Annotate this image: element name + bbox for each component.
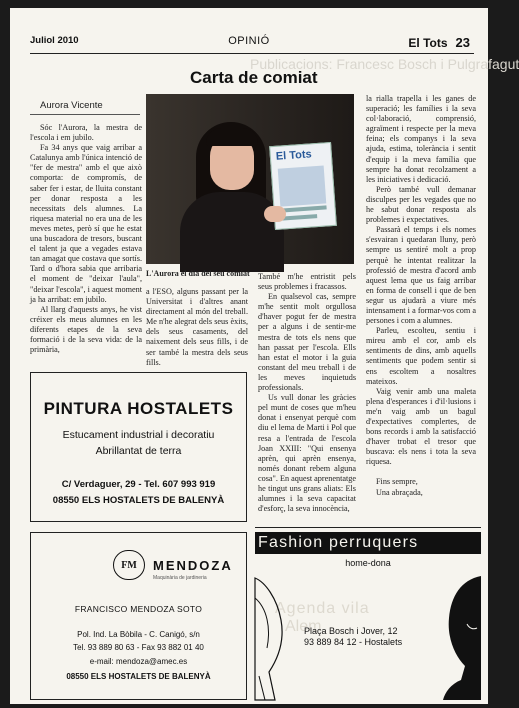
ad-town: 08550 ELS HOSTALETS DE BALENYÀ xyxy=(66,672,211,681)
ad-email: e-mail: mendoza@amec.es xyxy=(89,657,188,666)
author-rule xyxy=(30,114,140,115)
article-photo xyxy=(146,94,354,264)
paragraph: Us vull donar les gràcies pel munt de coses que m'heu donat i ensenyat perquè com diu el lema de Marti i Pol que resa a l'entrada de l'escola Joan XXIII: "Qui ensenya aprèn, qui aprèn ensenya, només donant rebem alguna cosa". En aquest aprenentatge he tingut uns grans aliats: Els alumnes i la seva capacitat d'esforç, la seva innocència, xyxy=(258,393,356,514)
ad-title: PINTURA HOSTALETS xyxy=(43,399,234,418)
ad-tagline: home-dona xyxy=(345,558,391,568)
page-number: 23 xyxy=(455,35,470,50)
paragraph: Al llarg d'aquests anys, he vist créixer els meus alumnes en les diferents etapes de la seva formació i de la seva vida: de la primària, xyxy=(30,304,142,355)
ad-address: Plaça Bosch i Jover, 12 xyxy=(304,626,398,636)
paragraph: Però també vull demanar disculpes per les vegades que no he sabut donar resposta als problemes i expectatives. xyxy=(366,184,476,225)
photo-caption: L'Aurora el dia del seu comiat xyxy=(146,269,250,278)
article-author: Aurora Vicente xyxy=(40,100,103,111)
section-name: OPINIÓ xyxy=(228,35,270,47)
ad-line: Abrillantat de terra xyxy=(95,445,182,457)
bleed-through-text: Alem xyxy=(285,618,322,635)
held-magazine-text xyxy=(281,205,327,212)
paragraph: També m'he entristit pels seus problemes i fracassos. xyxy=(258,272,356,292)
signature-line: Fins sempre, xyxy=(376,477,418,487)
issue-date: Juliol 2010 xyxy=(30,35,79,46)
magazine-page xyxy=(10,8,519,704)
ad-fashion-perruquers xyxy=(255,532,481,700)
ad-phone: 93 889 84 12 - Hostalets xyxy=(304,637,403,647)
photo-hand xyxy=(264,206,286,222)
article-column-3 xyxy=(258,272,356,514)
article-column-2 xyxy=(146,287,248,368)
ad-brand: Fashion perruquers xyxy=(255,532,481,554)
paragraph: a l'ESO, alguns passant per la Universitat i d'altres anant directament al món del treball. Me n'he alegrat dels seus èxits, dels seus casaments, del naixement dels seus fills, i de ser també la mestra dels seus fills. xyxy=(146,287,248,367)
held-magazine-title: El Tots xyxy=(275,148,313,163)
paragraph: Fa 34 anys que vaig arribar a Catalunya amb l'única intenció de "fer de mestra" amb el que això comporta: de compromís, de saber fer i estar, de lluita constant per donar resposta a les necessitats dels alumnes. La riquesa material no era una de les meves metes, però sí que he estat una buscadora de tresors, buscant el talent ja que a vegades estava tan amagat que costava que sortís. Tard o d'hora sabia que arribaria el moment de "deixar l'aula", "deixar l'escola", i aquest moment ja ha arribat: em jubilo. xyxy=(30,143,142,304)
article-column-1 xyxy=(30,123,142,355)
article-column-4 xyxy=(366,94,476,498)
magazine-name: El Tots xyxy=(408,36,448,50)
paragraph: Parleu, escolteu, sentiu i mireu amb el cor, amb els sentiments de dins, amb aquells sentiments que podem sentir si ens escoltem a nosaltres mateixos. xyxy=(366,326,476,386)
held-magazine-image xyxy=(278,166,327,207)
signature-line: Una abraçada, xyxy=(376,487,423,497)
held-magazine-text xyxy=(281,214,317,221)
ad-brand: MENDOZA xyxy=(153,558,233,573)
ad-address: Pol. Ind. La Bòbila - C. Canigó, s/n xyxy=(77,630,200,639)
bleed-through-text: Publicacions: Francesc Bosch i Pulgrafagut xyxy=(250,56,519,72)
ad-town: 08550 ELS HOSTALETS DE BALENYÀ xyxy=(52,495,225,506)
photo-bangs xyxy=(206,128,258,146)
paragraph: la rialla trapella i les ganes de superació; les famílies i la seva col·laboració, comprensió, agraïment i respecte per la meva feina; els companys i la seva ajuda, estima, tolerància i sentit d'equip i la meva família que sempre ha donat recolzament a les iniciatives i dedicació. xyxy=(366,94,476,184)
ad-tagline: Maquinària de jardineria xyxy=(153,575,207,581)
article-title: Carta de comiat xyxy=(190,68,318,87)
paragraph: Vaig venir amb una maleta plena d'esperances i d'il·lusions i me'n vaig amb un bagul d'expectatives complertes, de bons records i amb la satisfacció d'haver trobat el tresor que buscava: els nens i tota la seva riquesa. xyxy=(366,386,476,467)
ad-phone: Tel. 93 889 80 63 - Fax 93 882 01 40 xyxy=(73,643,204,652)
ad-line: Estucament industrial i decoratiu xyxy=(62,429,215,441)
header-rule xyxy=(30,53,474,54)
ad-address: C/ Verdaguer, 29 - Tel. 607 993 919 xyxy=(61,479,216,490)
ad-divider xyxy=(255,527,481,528)
paragraph: En qualsevol cas, sempre m'he sentit molt orgullosa d'haver pogut fer de mestra per a alguns i de sentir-me mestra de tots els nens que han passat per l'escola. Ells han estat el motor i la guia constant del meu treball i de les meves inquietuds professionals. xyxy=(258,292,356,393)
ad-owner: FRANCISCO MENDOZA SOTO xyxy=(74,604,203,614)
magazine-masthead xyxy=(408,35,470,50)
mendoza-logo: FM xyxy=(113,550,145,580)
bleed-through-text: Agenda vila xyxy=(275,600,370,617)
ad-pintura-hostalets xyxy=(30,372,247,522)
paragraph: Sóc l'Aurora, la mestra de l'escola i em jubilo. xyxy=(30,123,142,143)
ad-mendoza xyxy=(30,532,247,700)
paragraph: Passarà el temps i els nomes s'esvairan i quedaran lluny, però sempre us sentiré molt a prop perquè he intentat realitzar la professió de mestra d'acord amb aquest lema que us faig arribar en forma de consell i que de ben segur us ajudarà a viure més intensament i a formar-vos com a persones i com a alumnes. xyxy=(366,225,476,326)
photo-body xyxy=(180,192,284,272)
